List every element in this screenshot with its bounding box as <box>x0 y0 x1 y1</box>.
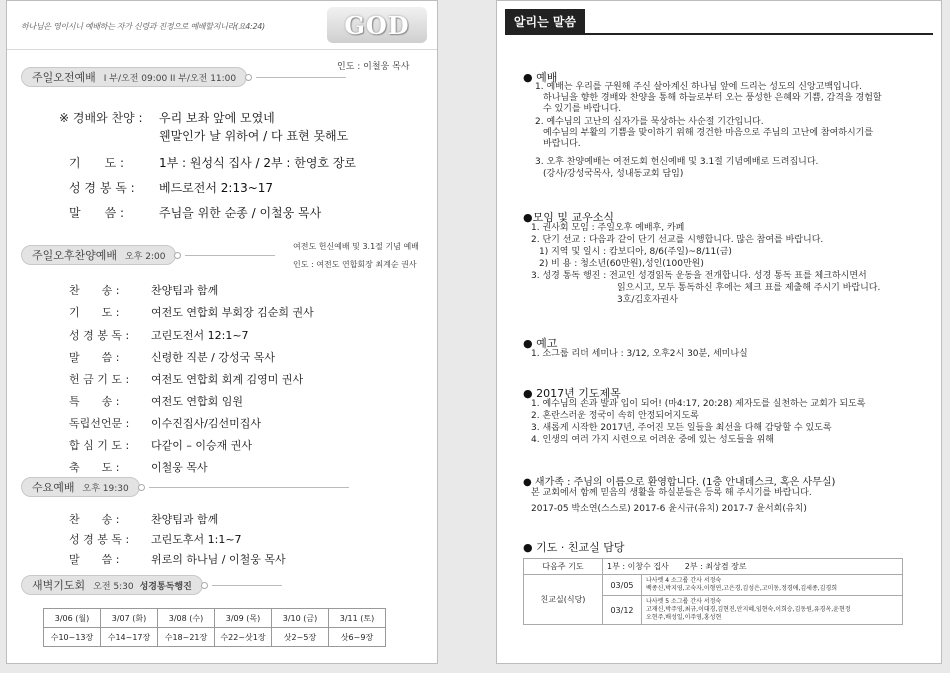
section-line: 3호/김호자권사 <box>617 295 678 305</box>
table-cell: 1부 : 이창수 집사 2부 : 최상겸 장로 <box>603 559 903 575</box>
section-heading: ● 새가족 : 주님의 이름으로 환영합니다. (1층 안내데스크, 혹은 사무실) <box>523 477 836 488</box>
section-heading: ● 기도 · 친교실 담당 <box>523 541 625 554</box>
group-leader: 나사렛 5 소그룹 간사 서정숙 <box>646 598 722 605</box>
table-cell: 3/09 (목) <box>215 609 272 628</box>
divider-line <box>149 487 349 488</box>
row-label <box>59 127 159 144</box>
row-label: 찬 송 : <box>69 513 120 526</box>
section-line: 2) 비 용 : 청소년(60만원),성인(100만원) <box>539 259 704 269</box>
morning-row <box>59 127 348 144</box>
table-cell: 다음주 기도 <box>524 559 603 575</box>
table-cell: 친교실(식당) <box>524 575 603 625</box>
section-line: 읽으시고, 모두 통독하신 후에는 체크 표를 제출해 주시기 바랍니다. <box>617 283 881 293</box>
reading-schedule-table <box>43 608 386 647</box>
table-row <box>44 628 386 647</box>
table-cell: 3/06 (월) <box>44 609 101 628</box>
row-value: 신령한 직분 / 강성국 목사 <box>151 351 275 364</box>
afternoon-row <box>69 437 252 453</box>
row-label: 독립선언문 : <box>69 417 130 430</box>
table-cell: 3/10 (금) <box>272 609 329 628</box>
morning-pill <box>21 67 247 87</box>
afternoon-pill <box>21 245 176 265</box>
section-line: 3. 오후 찬양예배는 여전도회 헌신예배 및 3.1절 기념예배로 드려집니다. <box>535 157 819 167</box>
section-line: 4. 인생의 여러 가지 시련으로 어려운 중에 있는 성도들을 위해 <box>531 435 774 445</box>
section-line: 2. 예수님의 고난의 십자가를 묵상하는 사순절 기간입니다. <box>535 117 764 127</box>
row-value: 웬말인가 날 위하여 / 다 표현 못해도 <box>159 129 349 143</box>
dawn-subtitle: 성경통독행진 <box>139 581 192 592</box>
announcements-title: 알리는 말씀 <box>505 9 585 33</box>
section-line: 2017-05 박소연(스스로) 2017-6 윤시규(유치) 2017-7 윤서희(유치) <box>531 504 807 514</box>
row-value: 1부 : 원성식 집사 / 2부 : 한영호 장로 <box>159 156 357 170</box>
afternoon-title: 주일오후찬양예배 <box>32 249 118 262</box>
group-leader: 나사렛 4 소그룹 간사 서정숙 <box>646 577 722 584</box>
row-label: 헌 금 기 도 : <box>69 373 130 386</box>
afternoon-section-bar <box>21 245 275 265</box>
row-value: 고린도전서 12:1~7 <box>151 329 249 342</box>
afternoon-row <box>69 349 275 365</box>
divider-dot <box>201 582 208 589</box>
afternoon-time: 오후 2:00 <box>125 251 166 262</box>
row-value: 위로의 하나님 / 이철웅 목사 <box>151 553 286 566</box>
section-heading: ● 예배 <box>523 71 558 84</box>
table-row <box>524 575 903 596</box>
table-cell: 3/07 (화) <box>101 609 158 628</box>
row-label: 성 경 봉 독 : <box>69 181 135 195</box>
row-value: 고린도후서 1:1~7 <box>151 533 242 546</box>
row-label: 말 씀 : <box>69 553 120 566</box>
row-value: 다같이 – 이승재 권사 <box>151 439 252 452</box>
god-logo: GOD <box>327 7 427 43</box>
section-line: (강사/강성국목사, 성내동교회 담임) <box>543 169 684 179</box>
afternoon-row <box>69 304 314 320</box>
divider-line <box>256 77 346 78</box>
table-cell: 수22~삿1장 <box>215 628 272 647</box>
afternoon-row <box>69 393 243 409</box>
section-line: 수 있기를 바랍니다. <box>543 104 622 114</box>
row-label: 말 씀 : <box>69 206 125 220</box>
section-heading: ● 2017년 기도제목 <box>523 387 621 400</box>
section-line: 본 교회에서 함께 믿음의 생활을 하실분들은 등록 해 주시기를 바랍니다. <box>531 488 812 498</box>
row-value: 여전도 연합회 회계 김영미 권사 <box>151 373 304 386</box>
section-line: 1. 예배는 우리를 구원해 주신 살아계신 하나님 앞에 드리는 성도의 신앙고백입니다. <box>535 82 862 92</box>
table-cell: 수18~21장 <box>158 628 215 647</box>
row-label: 기 도 : <box>69 306 120 319</box>
row-value: 찬양팀과 함께 <box>151 513 219 526</box>
row-label: 찬 송 : <box>69 284 120 297</box>
wednesday-title: 수요예배 <box>32 481 75 494</box>
section-heading: ● 예고 <box>523 337 558 350</box>
afternoon-row <box>69 371 303 387</box>
prayer-fellowship-table <box>523 558 903 625</box>
row-value: 베드로전서 2:13~17 <box>159 181 274 195</box>
row-value: 주님을 위한 순종 / 이철웅 목사 <box>159 206 322 220</box>
section-line: 바랍니다. <box>543 139 581 149</box>
row-value: 이철웅 목사 <box>151 461 208 474</box>
afternoon-row <box>69 282 218 298</box>
section-line: 1. 예수님의 손과 발과 입이 되어! (마4:17, 20:28) 제자도를 실천하는 교회가 되도록 <box>531 399 866 409</box>
row-value: 우리 보좌 앞에 모였네 <box>159 111 275 125</box>
header-verse: 하나님은 영이시니 예배하는 자가 신령과 진정으로 예배할지니라(요4:24) <box>21 22 265 31</box>
table-cell: 수14~17장 <box>101 628 158 647</box>
table-row <box>44 609 386 628</box>
row-label: 말 씀 : <box>69 351 120 364</box>
section-line: 2. 단기 선교 : 다음과 같이 단기 선교를 시행합니다. 많은 참여를 바랍니다. <box>531 235 824 245</box>
wednesday-time: 오후 19:30 <box>82 483 129 494</box>
section-heading: ●모임 및 교우소식 <box>523 211 614 224</box>
row-label: 성 경 봉 독 : <box>69 533 130 546</box>
afternoon-row <box>69 327 249 343</box>
morning-row <box>69 179 273 196</box>
section-line: 1) 지역 및 일시 : 캄보디아, 8/6(주일)~8/11(금) <box>539 247 732 257</box>
row-value: 여전도 연합회 부회장 김순희 권사 <box>151 306 314 319</box>
section-line: 3. 성경 통독 행진 : 전교인 성경읽독 운동을 전개합니다. 성경 통독 표를 체크하시면서 <box>531 271 867 281</box>
table-cell: 삿2~5장 <box>272 628 329 647</box>
divider-dot <box>174 252 181 259</box>
row-label: 합 심 기 도 : <box>69 439 130 452</box>
wednesday-row <box>69 531 242 547</box>
worship-order-panel <box>6 0 438 664</box>
morning-row <box>59 109 275 126</box>
table-cell <box>642 575 903 596</box>
afternoon-note: 여전도 헌신예배 및 3.1절 기념 예배 <box>293 242 419 251</box>
table-cell: 03/05 <box>603 575 642 596</box>
row-value: 여전도 연합회 임원 <box>151 395 244 408</box>
title-underline <box>505 33 933 35</box>
verse-header <box>7 1 437 50</box>
table-cell: 3/11 (토) <box>329 609 386 628</box>
row-label: ※ 경배와 찬양 : <box>59 111 143 125</box>
wednesday-pill <box>21 477 140 497</box>
table-cell: 수10~13장 <box>44 628 101 647</box>
dawn-section-bar <box>21 575 282 595</box>
table-cell <box>642 596 903 625</box>
table-row <box>524 559 903 575</box>
group-members: 고재신,박주영,최규,이대경,김현진,안지혜,임현숙,이희승,김동원,유경옥,윤현정 <box>646 606 851 613</box>
dawn-time: 오전 5:30 <box>93 581 134 592</box>
divider-line <box>185 255 275 256</box>
row-label: 축 도 : <box>69 461 120 474</box>
table-cell: 삿6~9장 <box>329 628 386 647</box>
afternoon-row <box>69 415 261 431</box>
group-members: 백종신,박지영,고숙자,이형연,고은경,김성은,고미동,정경애,김세종,김경희 <box>646 585 838 592</box>
row-value: 찬양팀과 함께 <box>151 284 219 297</box>
morning-row <box>69 154 356 171</box>
row-label: 특 송 : <box>69 395 120 408</box>
dawn-title: 새벽기도회 <box>32 579 86 592</box>
row-label: 성 경 봉 독 : <box>69 329 130 342</box>
section-line: 1. 소그룹 리더 세미나 : 3/12, 오후2시 30분, 세미나실 <box>531 349 748 359</box>
table-cell: 03/12 <box>603 596 642 625</box>
row-value: 이수진집사/김선미집사 <box>151 417 261 430</box>
section-line: 예수님의 부활의 기쁨을 맞이하기 위해 경건한 마음으로 주님의 고난에 참여하시기를 <box>543 128 874 138</box>
afternoon-row <box>69 459 208 475</box>
section-line: 2. 혼란스러운 정국이 속히 안정되어지도록 <box>531 411 699 421</box>
divider-line <box>212 585 282 586</box>
group-members: 오현주,배성일,이주영,홍성현 <box>646 614 722 621</box>
section-line: 하나님을 향한 경배와 찬양을 통해 하늘로부터 오는 풍성한 은혜와 기쁨, 감격을 경험할 <box>543 93 882 103</box>
afternoon-leader: 인도 : 여전도 연합회장 최계순 권사 <box>293 260 417 269</box>
table-cell: 3/08 (수) <box>158 609 215 628</box>
wednesday-row <box>69 551 286 567</box>
wednesday-row <box>69 511 218 527</box>
divider-dot <box>245 74 252 81</box>
row-label: 기 도 : <box>69 156 125 170</box>
morning-section-bar <box>21 67 346 87</box>
wednesday-section-bar <box>21 477 349 497</box>
announcements-panel <box>496 0 942 664</box>
section-line: 1. 권사회 모임 : 주일오후 예배후, 카페 <box>531 223 685 233</box>
morning-time: I 부/오전 09:00 II 부/오전 11:00 <box>103 73 237 84</box>
dawn-pill <box>21 575 203 595</box>
section-line: 3. 새롭게 시작한 2017년, 주어진 모든 일들을 최선을 다해 감당할 수 있도록 <box>531 423 832 433</box>
morning-row <box>69 204 321 221</box>
divider-dot <box>138 484 145 491</box>
morning-title: 주일오전예배 <box>32 71 96 84</box>
morning-leader: 인도 : 이철웅 목사 <box>337 62 410 72</box>
